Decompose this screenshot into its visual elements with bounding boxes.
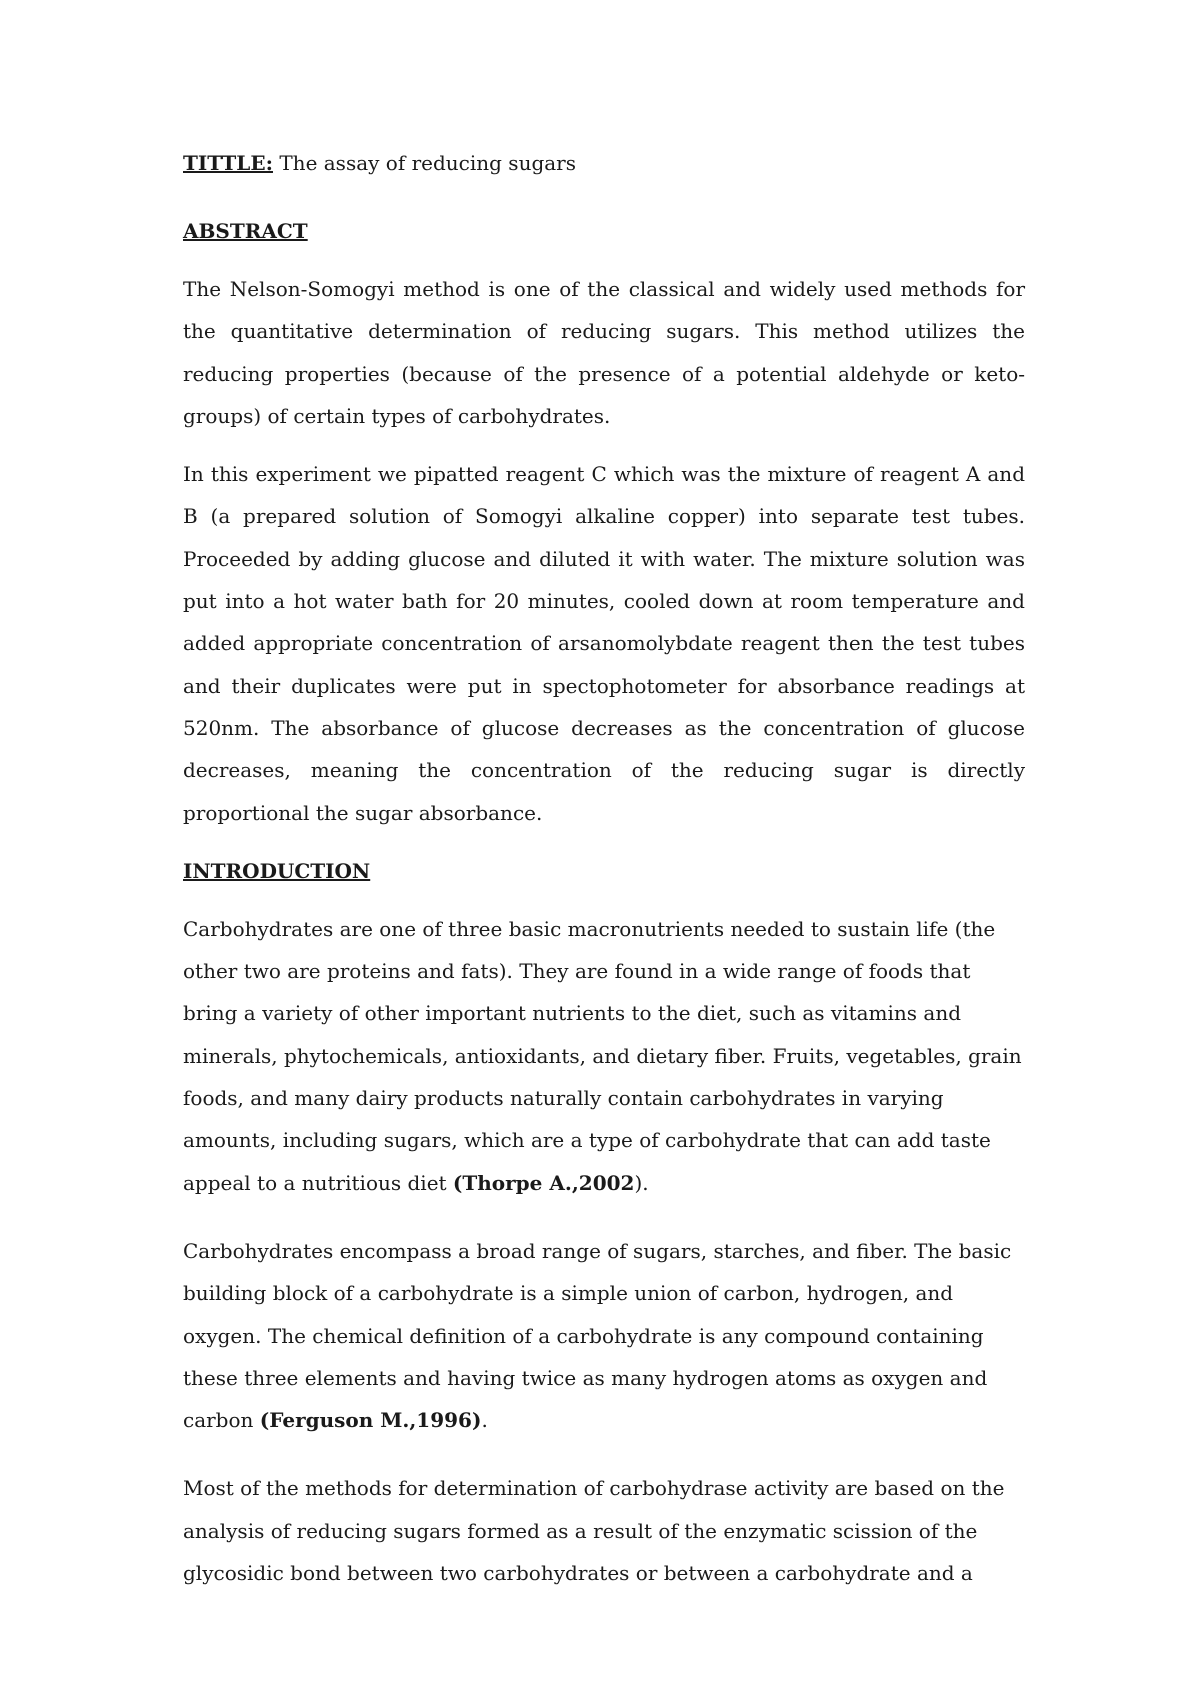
abstract-paragraph-1: The Nelson-Somogyi method is one of the classical and widely used methods for the quantitative determination of reducing sugars. This method utilizes the reducing properties (because of the presence of a potential aldehyde or keto-groups) of certain types of carbohydrates.: [183, 277, 1025, 428]
citation-thorpe: (Thorpe A.,2002: [452, 1170, 635, 1195]
intro-p1-text: Carbohydrates are one of three basic macronutrients needed to sustain life (the other two are proteins and fats). They are found in a wide range of foods that bring a variety of other important nutrients to the diet, such as vitamins and minerals, phytochemicals, antioxidants, and dietary fiber. Fruits, vegetables, grain foods, and many dairy products naturally contain carbohydrates in varying amounts, including sugars, which are a type of carbohydrate that can add taste appeal to a nutritious diet: [183, 916, 1022, 1195]
intro-p2-text: Carbohydrates encompass a broad range of sugars, starches, and fiber. The basic building block of a carbohydrate is a simple union of carbon, hydrogen, and oxygen. The chemical definition of a carbohydrate is any compound containing these three elements and having twice as many hydrogen atoms as oxygen and carbon: [183, 1238, 1012, 1433]
intro-p1-end: ).: [634, 1170, 649, 1195]
document-body: [183, 142, 1025, 1620]
abstract-heading: ABSTRACT: [183, 219, 308, 243]
title-label: TITTLE:: [183, 151, 273, 175]
title-text: The assay of reducing sugars: [272, 151, 577, 175]
introduction-heading: INTRODUCTION: [183, 858, 371, 883]
intro-p2-end: .: [481, 1408, 488, 1433]
introduction-paragraph-1: [183, 908, 1025, 1204]
introduction-paragraph-2: [183, 1230, 1025, 1441]
abstract-paragraph-2: In this experiment we pipatted reagent C which was the mixture of reagent A and B (a prepared solution of Somogyi alkaline copper) into separate test tubes. Proceeded by adding glucose and diluted it with water. The mixture solution was put into a hot water bath for 20 minutes, cooled down at room temperature and added appropriate concentration of arsanomolybdate reagent then the test tubes and their duplicates were put in spectophotometer for absorbance readings at 520nm. The absorbance of glucose decreases as the concentration of glucose decreases, meaning the concentration of the reducing sugar is directly proportional the sugar absorbance.: [183, 462, 1025, 825]
citation-ferguson: (Ferguson M.,1996): [259, 1408, 482, 1433]
document-title: [183, 142, 1025, 184]
introduction-paragraph-3: Most of the methods for determination of carbohydrase activity are based on the analysis of reducing sugars formed as a result of the enzymatic scission of the glycosidic bond between two carbohydrates or between a carbohydrate and a: [183, 1476, 1005, 1586]
